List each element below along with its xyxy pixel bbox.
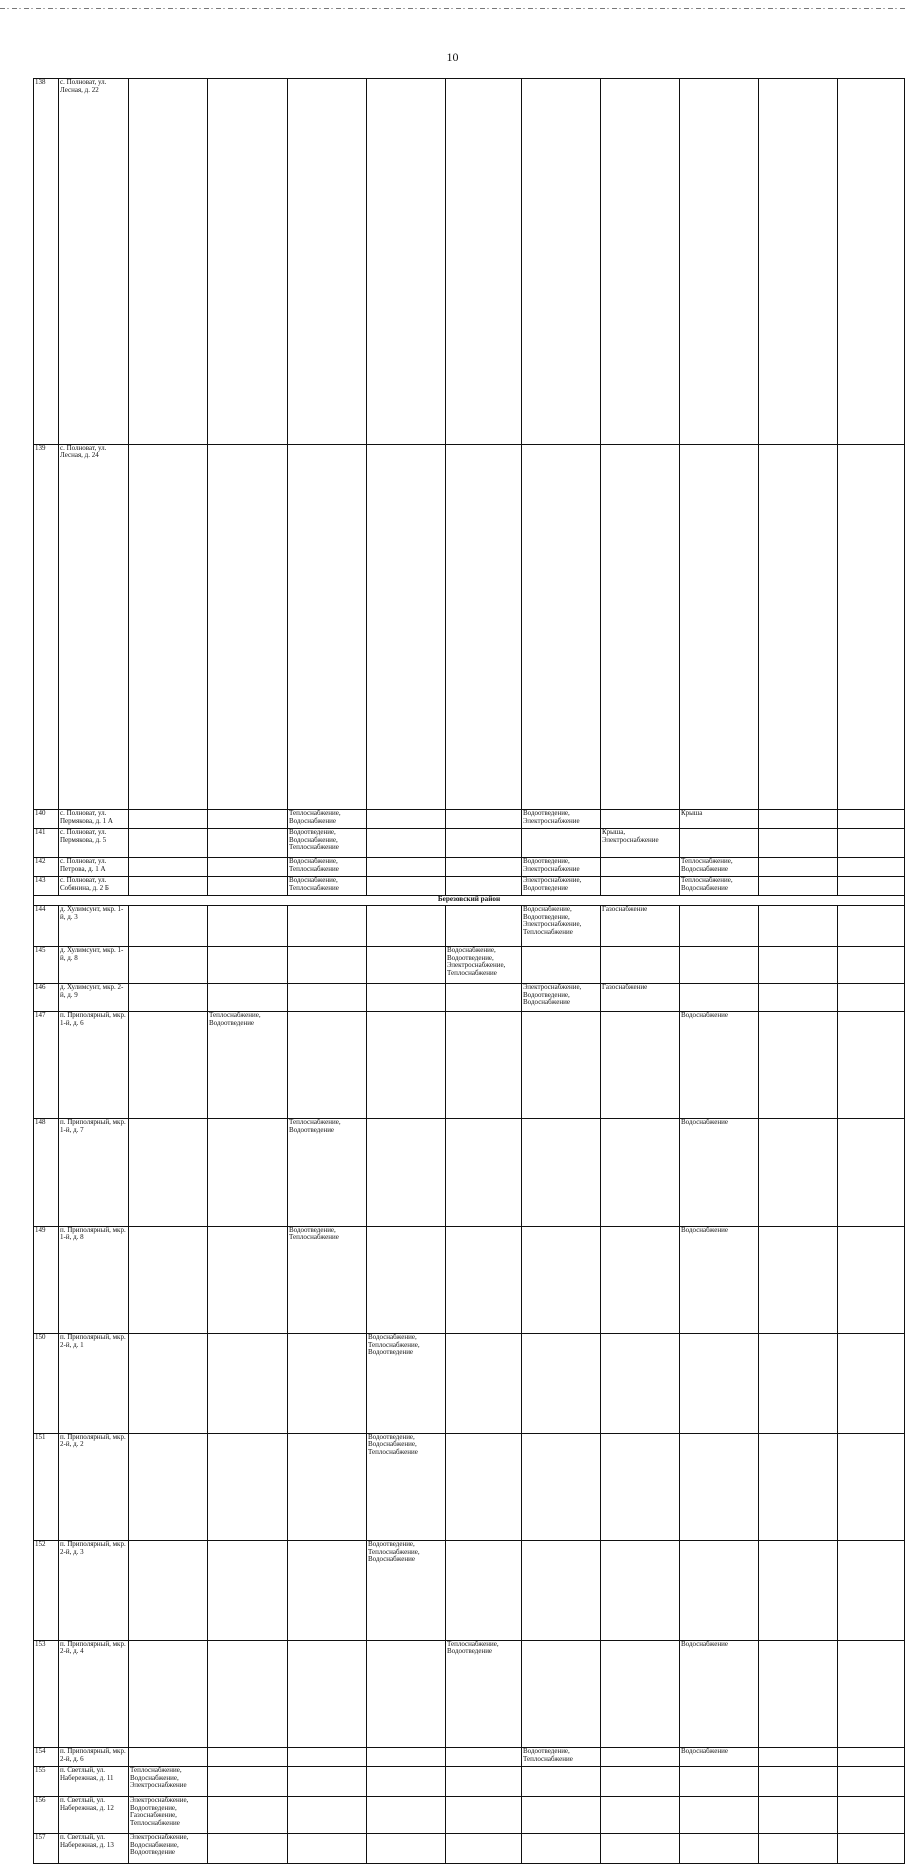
work-type-cell bbox=[838, 444, 905, 810]
work-type-cell bbox=[446, 1797, 522, 1834]
table-row bbox=[34, 1119, 905, 1226]
work-type-cell: Теплоснабжение, Водоснабжение bbox=[680, 877, 759, 896]
work-type-cell bbox=[367, 444, 446, 810]
work-type-cell bbox=[838, 947, 905, 984]
work-type-cell bbox=[759, 829, 838, 858]
table-row bbox=[34, 1767, 905, 1797]
work-type-cell bbox=[522, 947, 601, 984]
work-type-cell bbox=[680, 1333, 759, 1433]
row-number: 154 bbox=[34, 1748, 59, 1767]
work-type-cell bbox=[522, 444, 601, 810]
row-number: 151 bbox=[34, 1433, 59, 1540]
work-type-cell bbox=[838, 1226, 905, 1333]
work-type-cell bbox=[601, 1640, 680, 1747]
work-type-cell bbox=[208, 829, 288, 858]
work-type-cell bbox=[601, 1012, 680, 1119]
work-type-cell bbox=[838, 829, 905, 858]
work-type-cell bbox=[838, 1540, 905, 1640]
work-type-cell: Теплоснабжение, Водоснабжение, Электроснабжение bbox=[129, 1767, 208, 1797]
row-address: п. Светлый, ул. Набережная, д. 12 bbox=[59, 1797, 129, 1834]
work-type-cell bbox=[838, 1119, 905, 1226]
work-type-cell bbox=[129, 810, 208, 829]
work-type-cell bbox=[838, 79, 905, 445]
work-type-cell bbox=[601, 1333, 680, 1433]
work-type-cell bbox=[208, 444, 288, 810]
work-type-cell bbox=[288, 1640, 367, 1747]
work-type-cell: Теплоснабжение, Водоснабжение bbox=[288, 810, 367, 829]
row-number: 148 bbox=[34, 1119, 59, 1226]
work-type-cell bbox=[367, 1767, 446, 1797]
work-type-cell bbox=[288, 1767, 367, 1797]
work-type-cell: Водоснабжение, Теплоснабжение bbox=[288, 877, 367, 896]
row-number: 140 bbox=[34, 810, 59, 829]
work-type-cell bbox=[288, 1834, 367, 1864]
work-type-cell bbox=[838, 1640, 905, 1747]
work-type-cell bbox=[680, 79, 759, 445]
work-type-cell bbox=[759, 1119, 838, 1226]
work-type-cell bbox=[288, 1333, 367, 1433]
work-type-cell bbox=[129, 1119, 208, 1226]
work-type-cell bbox=[759, 1767, 838, 1797]
row-address: п. Приполярный, мкр. 1-й, д. 6 bbox=[59, 1012, 129, 1119]
row-number: 153 bbox=[34, 1640, 59, 1747]
row-number: 141 bbox=[34, 829, 59, 858]
work-type-cell bbox=[838, 1834, 905, 1864]
work-type-cell bbox=[759, 984, 838, 1012]
work-type-cell bbox=[288, 79, 367, 445]
row-number: 144 bbox=[34, 906, 59, 947]
work-type-cell bbox=[288, 1540, 367, 1640]
work-type-cell bbox=[838, 810, 905, 829]
work-type-cell bbox=[759, 810, 838, 829]
work-type-cell bbox=[288, 1797, 367, 1834]
work-type-cell: Газоснабжение bbox=[601, 984, 680, 1012]
row-number: 138 bbox=[34, 79, 59, 445]
work-type-cell bbox=[680, 1797, 759, 1834]
work-type-cell bbox=[759, 1540, 838, 1640]
work-type-cell bbox=[367, 984, 446, 1012]
work-type-cell: Водоотведение, Теплоснабжение, Водоснабжение bbox=[367, 1540, 446, 1640]
work-type-cell bbox=[208, 906, 288, 947]
district-row bbox=[34, 896, 905, 906]
row-number: 143 bbox=[34, 877, 59, 896]
work-type-cell: Водоснабжение bbox=[680, 1640, 759, 1747]
work-type-cell bbox=[129, 858, 208, 877]
work-type-cell bbox=[680, 1540, 759, 1640]
work-type-cell bbox=[446, 810, 522, 829]
work-type-cell bbox=[601, 1226, 680, 1333]
work-type-cell bbox=[208, 1640, 288, 1747]
row-address: д. Хулимсунт, мкр. 1-й, д. 3 bbox=[59, 906, 129, 947]
work-type-cell bbox=[446, 1834, 522, 1864]
work-type-cell bbox=[129, 1012, 208, 1119]
work-type-cell bbox=[522, 79, 601, 445]
table-row bbox=[34, 1797, 905, 1834]
work-type-cell bbox=[208, 877, 288, 896]
work-type-cell: Водоотведение, Водоснабжение, Теплоснабжение bbox=[367, 1433, 446, 1540]
table-row bbox=[34, 444, 905, 810]
row-number: 156 bbox=[34, 1797, 59, 1834]
work-type-cell bbox=[446, 1226, 522, 1333]
table-row bbox=[34, 1012, 905, 1119]
row-address: с. Полноват, ул. Пермякова, д. 5 bbox=[59, 829, 129, 858]
work-type-cell bbox=[522, 1834, 601, 1864]
table-row bbox=[34, 1748, 905, 1767]
work-type-cell bbox=[838, 1748, 905, 1767]
work-type-cell bbox=[680, 1834, 759, 1864]
work-type-cell bbox=[446, 984, 522, 1012]
row-address: п. Приполярный, мкр. 2-й, д. 1 bbox=[59, 1333, 129, 1433]
work-type-cell bbox=[838, 1433, 905, 1540]
work-type-cell bbox=[129, 906, 208, 947]
work-type-cell bbox=[129, 984, 208, 1012]
table-row bbox=[34, 79, 905, 445]
table-row bbox=[34, 1640, 905, 1747]
row-number: 139 bbox=[34, 444, 59, 810]
work-type-cell: Водоснабжение, Теплоснабжение bbox=[288, 858, 367, 877]
work-type-cell bbox=[367, 1119, 446, 1226]
work-type-cell: Электроснабжение, Водоснабжение, Водоотведение bbox=[129, 1834, 208, 1864]
work-type-cell: Водоотведение, Электроснабжение bbox=[522, 858, 601, 877]
work-type-cell bbox=[446, 906, 522, 947]
work-type-cell bbox=[522, 1767, 601, 1797]
work-type-cell bbox=[367, 1226, 446, 1333]
row-address: с. Полноват, ул. Лесная, д. 22 bbox=[59, 79, 129, 445]
work-type-cell bbox=[208, 984, 288, 1012]
work-type-cell bbox=[759, 1834, 838, 1864]
work-type-cell bbox=[208, 947, 288, 984]
work-type-cell bbox=[288, 1433, 367, 1540]
table-row bbox=[34, 810, 905, 829]
row-number: 149 bbox=[34, 1226, 59, 1333]
work-type-cell bbox=[208, 1797, 288, 1834]
work-type-cell bbox=[838, 1797, 905, 1834]
work-type-cell bbox=[367, 810, 446, 829]
work-type-cell bbox=[522, 1433, 601, 1540]
work-type-cell: Электроснабжение, Водоотведение, Водоснабжение bbox=[522, 984, 601, 1012]
row-number: 152 bbox=[34, 1540, 59, 1640]
work-type-cell: Водоотведение, Электроснабжение bbox=[522, 810, 601, 829]
work-type-cell bbox=[367, 947, 446, 984]
work-type-cell bbox=[288, 1748, 367, 1767]
table-row bbox=[34, 829, 905, 858]
work-type-cell bbox=[759, 1797, 838, 1834]
work-type-cell bbox=[759, 906, 838, 947]
work-type-cell bbox=[208, 1333, 288, 1433]
work-type-cell bbox=[208, 810, 288, 829]
work-type-cell bbox=[838, 1767, 905, 1797]
work-type-cell bbox=[129, 1640, 208, 1747]
table-body bbox=[34, 79, 905, 1864]
work-type-cell: Теплоснабжение, Водоотведение bbox=[288, 1119, 367, 1226]
work-type-cell bbox=[367, 1748, 446, 1767]
work-type-cell bbox=[129, 444, 208, 810]
row-address: п. Приполярный, мкр. 1-й, д. 8 bbox=[59, 1226, 129, 1333]
work-type-cell bbox=[522, 1333, 601, 1433]
table-row bbox=[34, 1226, 905, 1333]
work-type-cell bbox=[367, 1012, 446, 1119]
work-type-cell bbox=[759, 947, 838, 984]
work-type-cell bbox=[208, 79, 288, 445]
work-type-cell: Водоснабжение, Водоотведение, Электроснабжение, Теплоснабжение bbox=[522, 906, 601, 947]
work-type-cell bbox=[208, 1834, 288, 1864]
table-row bbox=[34, 1333, 905, 1433]
work-type-cell: Водоснабжение bbox=[680, 1748, 759, 1767]
work-type-cell bbox=[208, 1748, 288, 1767]
row-address: д. Хулимсунт, мкр. 1-й, д. 8 bbox=[59, 947, 129, 984]
row-address: с. Полноват, ул. Собянина, д. 2 Б bbox=[59, 877, 129, 896]
work-type-cell bbox=[680, 444, 759, 810]
work-type-cell bbox=[601, 810, 680, 829]
work-type-cell bbox=[446, 1540, 522, 1640]
work-type-cell bbox=[838, 1333, 905, 1433]
work-type-cell: Водоснабжение bbox=[680, 1226, 759, 1333]
work-type-cell bbox=[446, 1119, 522, 1226]
row-address: д. Хулимсунт, мкр. 2-й, д. 9 bbox=[59, 984, 129, 1012]
work-type-cell bbox=[129, 79, 208, 445]
work-type-cell bbox=[601, 1834, 680, 1864]
work-type-cell bbox=[129, 829, 208, 858]
work-type-cell: Крыша, Электроснабжение bbox=[601, 829, 680, 858]
work-type-cell bbox=[367, 1640, 446, 1747]
row-address: с. Полноват, ул. Петрова, д. 1 А bbox=[59, 858, 129, 877]
work-type-cell bbox=[601, 1748, 680, 1767]
row-number: 150 bbox=[34, 1333, 59, 1433]
work-type-cell bbox=[446, 877, 522, 896]
work-type-cell: Водоотведение, Теплоснабжение bbox=[288, 1226, 367, 1333]
work-type-cell bbox=[759, 877, 838, 896]
work-type-cell bbox=[522, 1119, 601, 1226]
table-row bbox=[34, 858, 905, 877]
row-number: 147 bbox=[34, 1012, 59, 1119]
work-type-cell bbox=[522, 829, 601, 858]
work-type-cell bbox=[129, 1540, 208, 1640]
work-type-cell bbox=[446, 1433, 522, 1540]
table-row bbox=[34, 877, 905, 896]
row-address: п. Приполярный, мкр. 2-й, д. 4 bbox=[59, 1640, 129, 1747]
work-type-cell: Водоснабжение bbox=[680, 1012, 759, 1119]
work-type-cell bbox=[208, 1540, 288, 1640]
table-row bbox=[34, 1540, 905, 1640]
work-type-cell bbox=[601, 1767, 680, 1797]
work-type-cell bbox=[601, 1119, 680, 1226]
work-type-cell bbox=[601, 444, 680, 810]
work-type-cell bbox=[759, 1748, 838, 1767]
row-address: п. Приполярный, мкр. 2-й, д. 3 bbox=[59, 1540, 129, 1640]
district-header: Березовский район bbox=[34, 896, 905, 906]
work-type-cell bbox=[522, 1540, 601, 1640]
work-type-cell bbox=[601, 1540, 680, 1640]
page-number: 10 bbox=[446, 50, 459, 64]
work-type-cell bbox=[759, 1226, 838, 1333]
work-type-cell bbox=[446, 1333, 522, 1433]
work-type-cell bbox=[367, 829, 446, 858]
work-type-cell bbox=[680, 1433, 759, 1540]
row-number: 145 bbox=[34, 947, 59, 984]
work-type-cell: Газоснабжение bbox=[601, 906, 680, 947]
work-type-cell bbox=[522, 1797, 601, 1834]
work-type-cell bbox=[446, 1012, 522, 1119]
work-type-cell: Водоснабжение, Теплоснабжение, Водоотведение bbox=[367, 1333, 446, 1433]
work-type-cell bbox=[367, 1797, 446, 1834]
work-type-cell bbox=[446, 1767, 522, 1797]
work-type-cell bbox=[367, 1834, 446, 1864]
table-row bbox=[34, 906, 905, 947]
work-type-cell bbox=[288, 444, 367, 810]
work-type-cell bbox=[288, 984, 367, 1012]
work-type-cell bbox=[680, 906, 759, 947]
repair-register-table bbox=[33, 78, 905, 1864]
work-type-cell bbox=[759, 1012, 838, 1119]
work-type-cell bbox=[601, 1433, 680, 1540]
work-type-cell bbox=[446, 79, 522, 445]
work-type-cell bbox=[601, 858, 680, 877]
row-address: с. Полноват, ул. Лесная, д. 24 bbox=[59, 444, 129, 810]
work-type-cell bbox=[838, 984, 905, 1012]
work-type-cell bbox=[759, 1640, 838, 1747]
work-type-cell bbox=[680, 984, 759, 1012]
row-address: п. Приполярный, мкр. 2-й, д. 6 bbox=[59, 1748, 129, 1767]
work-type-cell bbox=[129, 1748, 208, 1767]
work-type-cell: Электроснабжение, Водоотведение, Газоснабжение, Теплоснабжение bbox=[129, 1797, 208, 1834]
work-type-cell bbox=[759, 444, 838, 810]
work-type-cell: Электроснабжение, Водоотведение bbox=[522, 877, 601, 896]
table-row bbox=[34, 984, 905, 1012]
work-type-cell bbox=[208, 1433, 288, 1540]
work-type-cell bbox=[601, 1797, 680, 1834]
table-row bbox=[34, 1834, 905, 1864]
work-type-cell bbox=[288, 1012, 367, 1119]
work-type-cell: Теплоснабжение, Водоотведение bbox=[446, 1640, 522, 1747]
work-type-cell bbox=[759, 1333, 838, 1433]
work-type-cell bbox=[759, 858, 838, 877]
row-number: 155 bbox=[34, 1767, 59, 1797]
work-type-cell bbox=[838, 877, 905, 896]
work-type-cell bbox=[208, 1226, 288, 1333]
work-type-cell bbox=[288, 906, 367, 947]
work-type-cell bbox=[446, 444, 522, 810]
work-type-cell bbox=[680, 1767, 759, 1797]
work-type-cell: Крыша bbox=[680, 810, 759, 829]
work-type-cell bbox=[446, 1748, 522, 1767]
row-address: п. Приполярный, мкр. 1-й, д. 7 bbox=[59, 1119, 129, 1226]
work-type-cell bbox=[522, 1226, 601, 1333]
row-number: 142 bbox=[34, 858, 59, 877]
work-type-cell bbox=[680, 829, 759, 858]
work-type-cell bbox=[367, 858, 446, 877]
work-type-cell bbox=[446, 829, 522, 858]
work-type-cell: Водоснабжение bbox=[680, 1119, 759, 1226]
work-type-cell bbox=[129, 947, 208, 984]
work-type-cell bbox=[208, 1119, 288, 1226]
work-type-cell bbox=[601, 877, 680, 896]
row-address: п. Приполярный, мкр. 2-й, д. 2 bbox=[59, 1433, 129, 1540]
work-type-cell bbox=[601, 79, 680, 445]
work-type-cell bbox=[129, 1226, 208, 1333]
work-type-cell: Водоотведение, Водоснабжение, Теплоснабжение bbox=[288, 829, 367, 858]
row-address: п. Светлый, ул. Набережная, д. 13 bbox=[59, 1834, 129, 1864]
work-type-cell bbox=[838, 858, 905, 877]
work-type-cell bbox=[446, 858, 522, 877]
table-row bbox=[34, 947, 905, 984]
work-type-cell bbox=[838, 1012, 905, 1119]
work-type-cell bbox=[129, 877, 208, 896]
row-address: п. Светлый, ул. Набережная, д. 11 bbox=[59, 1767, 129, 1797]
scan-top-line bbox=[0, 8, 905, 9]
work-type-cell bbox=[680, 947, 759, 984]
work-type-cell bbox=[367, 79, 446, 445]
work-type-cell bbox=[129, 1333, 208, 1433]
work-type-cell: Водоснабжение, Водоотведение, Электроснабжение, Теплоснабжение bbox=[446, 947, 522, 984]
work-type-cell bbox=[601, 947, 680, 984]
work-type-cell bbox=[759, 79, 838, 445]
work-type-cell: Теплоснабжение, Водоснабжение bbox=[680, 858, 759, 877]
work-type-cell bbox=[838, 906, 905, 947]
work-type-cell: Водоотведение, Теплоснабжение bbox=[522, 1748, 601, 1767]
work-type-cell bbox=[129, 1433, 208, 1540]
work-type-cell bbox=[367, 906, 446, 947]
work-type-cell bbox=[367, 877, 446, 896]
work-type-cell: Теплоснабжение, Водоотведение bbox=[208, 1012, 288, 1119]
work-type-cell bbox=[288, 947, 367, 984]
work-type-cell bbox=[208, 858, 288, 877]
row-address: с. Полноват, ул. Пермякова, д. 1 А bbox=[59, 810, 129, 829]
row-number: 157 bbox=[34, 1834, 59, 1864]
work-type-cell bbox=[522, 1640, 601, 1747]
work-type-cell bbox=[208, 1767, 288, 1797]
table-row bbox=[34, 1433, 905, 1540]
work-type-cell bbox=[759, 1433, 838, 1540]
work-type-cell bbox=[522, 1012, 601, 1119]
row-number: 146 bbox=[34, 984, 59, 1012]
